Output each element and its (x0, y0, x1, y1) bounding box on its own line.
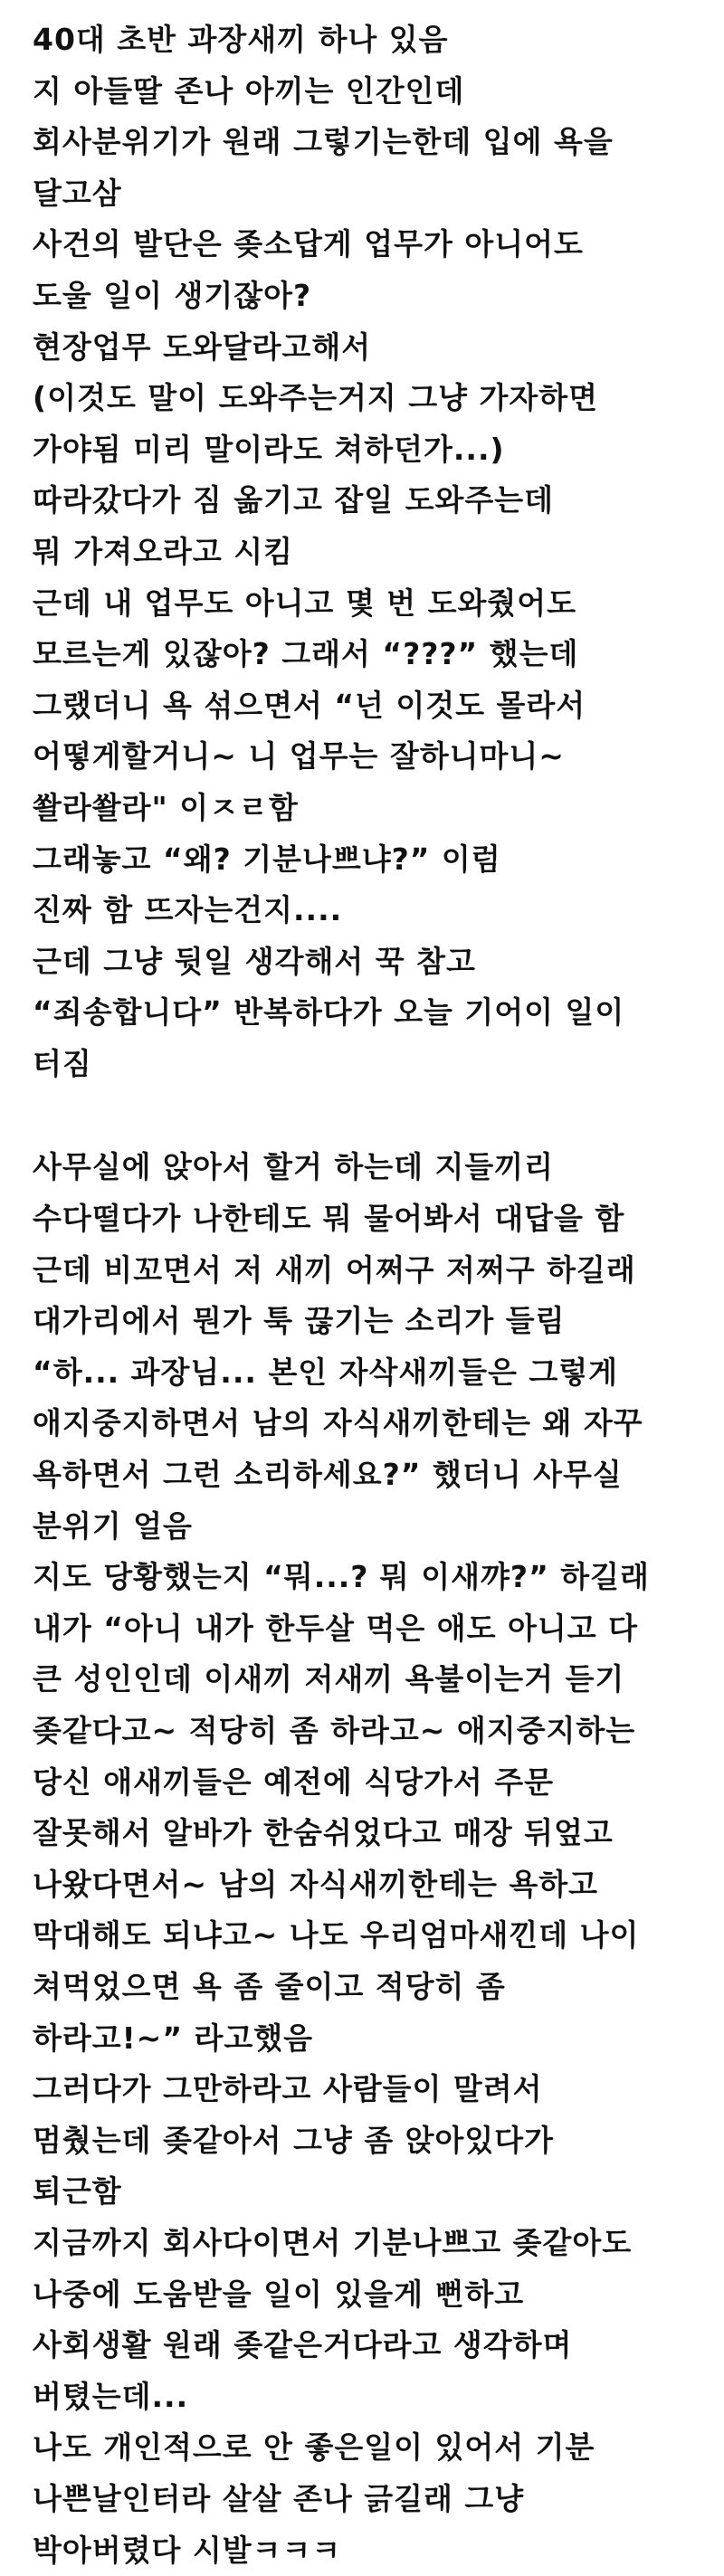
text-line: 대가리에서 뭔가 툭 끊기는 소리가 들림 (33, 1296, 702, 1347)
text-line: 나왔다면서~ 남의 자식새끼한테는 욕하고 (33, 1859, 702, 1911)
text-line: 그러다가 그만하라고 사람들이 말려서 (33, 2064, 702, 2115)
text-line: 근데 내 업무도 아니고 몇 번 도와줬어도 (33, 578, 702, 630)
text-line: 40대 초반 과장새끼 하나 있음 (33, 14, 702, 66)
text-line: 사회생활 원래 좆같은거다라고 생각하며 (33, 2320, 702, 2372)
text-line: 나쁜날인터라 살살 존나 긁길래 그냥 (33, 2474, 702, 2525)
text-line: 모르는게 있잖아? 그래서 “???” 했는데 (33, 629, 702, 680)
text-line: 터짐 (33, 1039, 702, 1090)
text-line: 큰 성인인데 이새끼 저새끼 욕불이는거 듣기 (33, 1654, 702, 1706)
text-line: 좆같다고~ 적당히 좀 하라고~ 애지중지하는 (33, 1706, 702, 1757)
text-line: 사무실에 앉아서 할거 하는데 지들끼리 (33, 1142, 702, 1193)
text-line: 나중에 도움받을 일이 있을게 뻔하고 (33, 2269, 702, 2321)
text-line: 현장업무 도와달라고해서 (33, 322, 702, 374)
text-line: 수다떨다가 나한테도 뭐 물어봐서 대답을 함 (33, 1193, 702, 1245)
text-line: 욕하면서 그런 소리하세요?” 했더니 사무실 (33, 1450, 702, 1501)
text-line: 지금까지 회사다이면서 기분나쁘고 좆같아도 (33, 2218, 702, 2269)
text-line: 가야됨 미리 말이라도 쳐하던가...) (33, 424, 702, 476)
text-line: 버텼는데... (33, 2372, 702, 2423)
text-line: 그랬더니 욕 섞으면서 “넌 이것도 몰라서 (33, 680, 702, 732)
text-line: 진짜 함 뜨자는건지.... (33, 885, 702, 936)
text-line: 회사분위기가 원래 그렇기는한데 입에 욕을 (33, 117, 702, 168)
text-line: 뭐 가져오라고 시킴 (33, 527, 702, 578)
text-line: 분위기 얼음 (33, 1501, 702, 1553)
text-line: (이것도 말이 도와주는거지 그냥 가자하면 (33, 373, 702, 424)
text-line: 쏼라쏼라" 이ㅈㄹ함 (33, 783, 702, 834)
text-line: 어떻게할거니~ 니 업무는 잘하니마니~ (33, 731, 702, 783)
text-line: 지도 당황했는지 “뭐...? 뭐 이새꺄?” 하길래 (33, 1552, 702, 1603)
paragraph (33, 14, 702, 1089)
text-line: 퇴근함 (33, 2166, 702, 2218)
text-line: 도울 일이 생기잖아? (33, 271, 702, 322)
text-line: “하... 과장님... 본인 자삭새끼들은 그렇게 (33, 1347, 702, 1399)
text-line: 하라고!~” 라고했음 (33, 2013, 702, 2065)
text-line: 나도 개인적으로 안 좋은일이 있어서 기분 (33, 2422, 702, 2474)
text-line: 그래놓고 “왜? 기분나쁘냐?” 이럼 (33, 834, 702, 886)
post-body (33, 14, 702, 2576)
text-line: 달고삼 (33, 168, 702, 220)
text-line: 잘못해서 알바가 한숨쉬었다고 매장 뒤엎고 (33, 1808, 702, 1859)
text-line: 막대해도 되냐고~ 나도 우리엄마새낀데 나이 (33, 1910, 702, 1962)
text-line: 당신 애새끼들은 예전에 식당가서 주문 (33, 1757, 702, 1809)
text-line: 내가 “아니 내가 한두살 먹은 애도 아니고 다 (33, 1603, 702, 1655)
text-line: 박아버렸다 시발ㅋㅋㅋ (33, 2525, 702, 2576)
text-line: 따라갔다가 짐 옮기고 잡일 도와주는데 (33, 475, 702, 527)
text-line: 멈췄는데 좆같아서 그냥 좀 앉아있다가 (33, 2115, 702, 2167)
text-line: 근데 그냥 뒷일 생각해서 꾹 참고 (33, 936, 702, 988)
text-line: 지 아들딸 존나 아끼는 인간인데 (33, 66, 702, 118)
text-line: “죄송합니다” 반복하다가 오늘 기어이 일이 (33, 987, 702, 1039)
paragraph (33, 1142, 702, 2576)
text-line: 애지중지하면서 남의 자식새끼한테는 왜 자꾸 (33, 1398, 702, 1450)
text-line: 근데 비꼬면서 저 새끼 어쩌구 저쩌구 하길래 (33, 1245, 702, 1297)
text-line: 쳐먹었으면 욕 좀 줄이고 적당히 좀 (33, 1962, 702, 2013)
text-line: 사건의 발단은 좆소답게 업무가 아니어도 (33, 219, 702, 271)
